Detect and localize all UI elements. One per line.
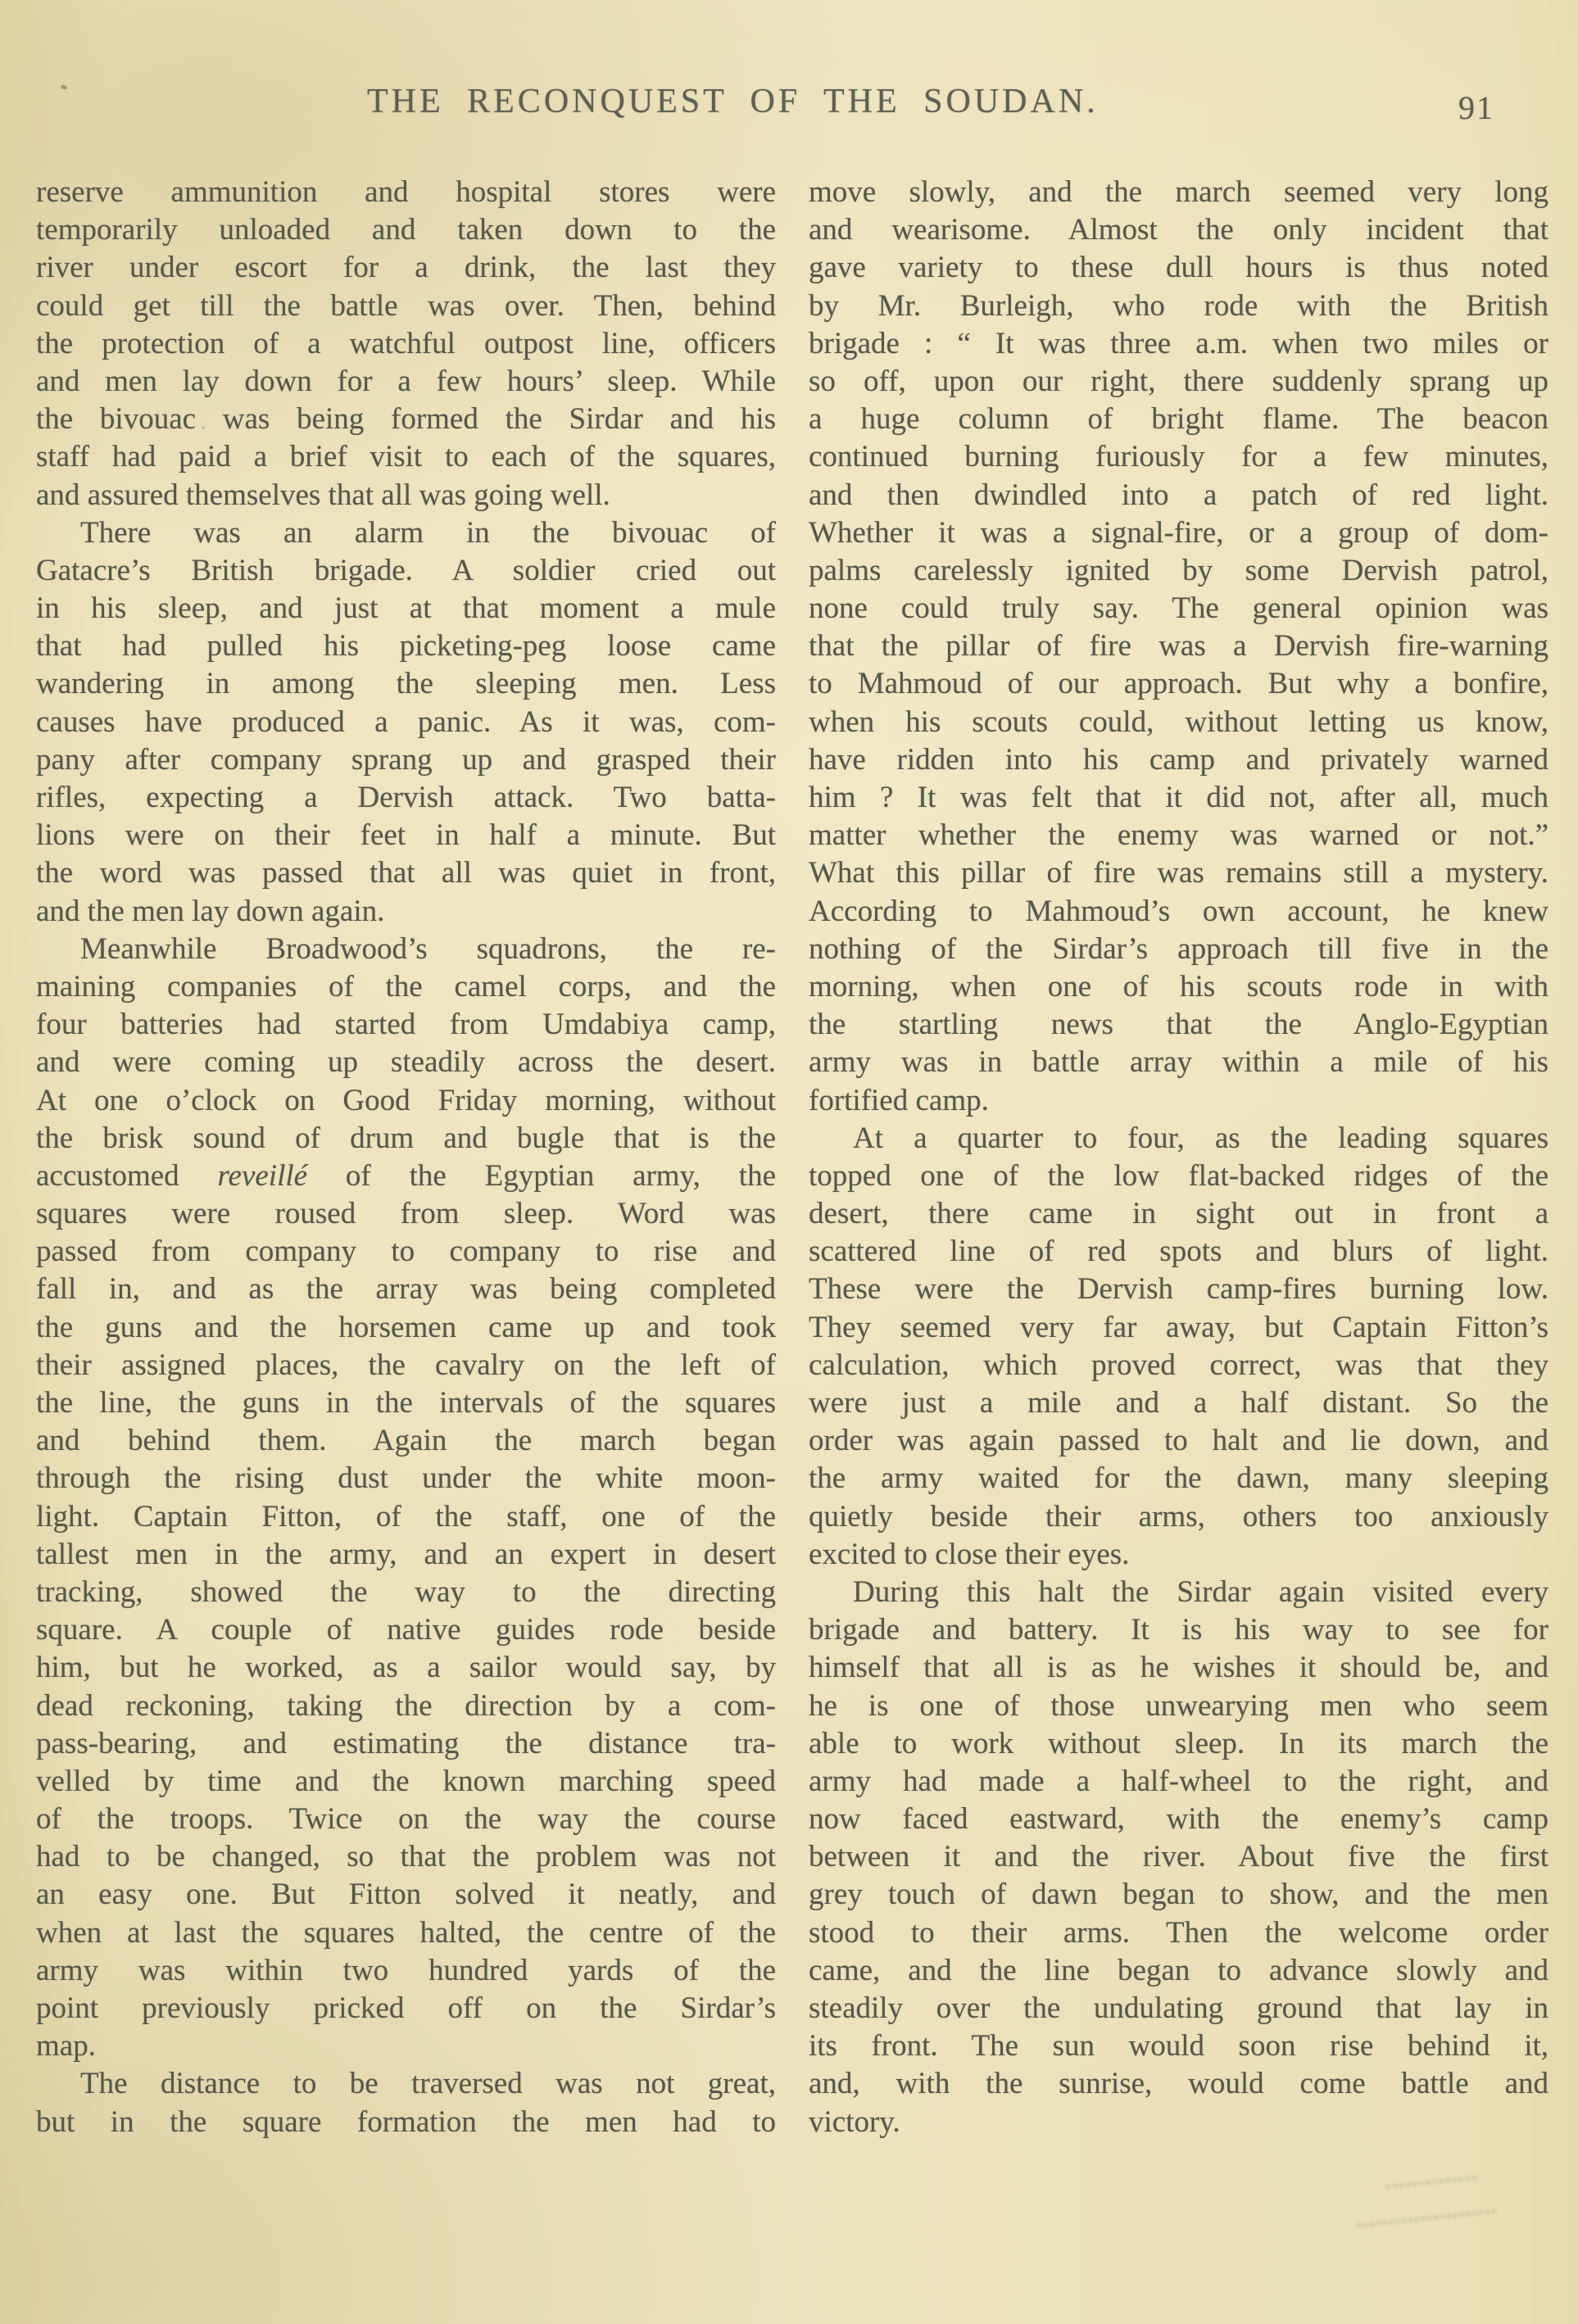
text-columns: [36, 174, 1549, 2141]
text-run: army was within two hundred yards of the: [36, 1953, 776, 1987]
text-run: army had made a half-wheel to the right, and: [809, 1764, 1549, 1798]
text-run: and, with the sunrise, would come battle and: [809, 2067, 1549, 2101]
text-run: brigade and battery. It is his way to see for: [809, 1613, 1549, 1647]
text-run: of the Egyptian army, the: [307, 1158, 776, 1193]
text-line: [36, 665, 776, 703]
text-line: [36, 931, 776, 968]
text-line: [36, 1914, 776, 1952]
text-line: [36, 854, 776, 892]
text-line: [36, 552, 776, 590]
paper-speck: [60, 84, 67, 90]
text-line: [809, 1498, 1549, 1536]
text-line: [36, 477, 776, 514]
text-run: Meanwhile Broadwood’s squadrons, the re-: [80, 931, 776, 966]
text-run: continued burning furiously for a few minutes,: [809, 440, 1549, 474]
text-run: causes have produced a panic. As it was, com-: [36, 704, 776, 739]
text-line: [36, 325, 776, 363]
text-run: gave variety to these dull hours is thus noted: [809, 251, 1549, 285]
text-line: [36, 1498, 776, 1536]
text-line: [809, 968, 1549, 1006]
text-line: [36, 1120, 776, 1157]
text-line: [36, 1347, 776, 1384]
text-run: The distance to be traversed was not great,: [80, 2067, 776, 2101]
text-run: rifles, expecting a Dervish attack. Two batta-: [36, 781, 776, 814]
text-run: and were coming up steadily across the desert.: [36, 1045, 776, 1080]
text-run: him ? It was felt that it did not, after all, much: [809, 781, 1549, 814]
text-line: [809, 1384, 1549, 1422]
text-run: a huge column of bright flame. The beacon: [809, 402, 1549, 437]
print-smudge: [1357, 2209, 1495, 2227]
text-line: [36, 590, 776, 627]
text-run: accustomed: [36, 1158, 218, 1193]
text-line: [809, 1120, 1549, 1157]
text-run: tallest men in the army, and an expert in desert: [36, 1537, 776, 1571]
text-line: [36, 1006, 776, 1044]
text-line: [809, 288, 1549, 325]
text-line: [809, 1649, 1549, 1687]
text-run: by Mr. Burleigh, who rode with the British: [809, 288, 1549, 323]
text-line: [36, 1990, 776, 2027]
text-line: [36, 704, 776, 741]
text-line: [36, 893, 776, 931]
text-line: [36, 363, 776, 401]
text-line: [36, 1384, 776, 1422]
paper-speck: [416, 1856, 420, 1860]
text-line: [36, 1233, 776, 1271]
text-line: [809, 1082, 1549, 1120]
text-run: They seemed very far away, but Captain Fitton’s: [809, 1310, 1549, 1344]
text-run: of the troops. Twice on the way the course: [36, 1802, 776, 1837]
text-line: [36, 1688, 776, 1725]
text-run: an easy one. But Fitton solved it neatly, and: [36, 1878, 776, 1912]
text-run: the bivouac was being formed the Sirdar and his: [36, 402, 776, 437]
text-run: none could truly say. The general opinion was: [809, 591, 1549, 626]
text-line: [36, 1952, 776, 1990]
text-run: These were the Dervish camp-fires burning low.: [809, 1272, 1549, 1307]
text-run: passed from company to company to rise and: [36, 1234, 776, 1269]
text-line: [809, 1574, 1549, 1611]
text-line: [809, 1347, 1549, 1384]
text-line: [36, 1044, 776, 1081]
text-line: [36, 1195, 776, 1233]
text-run: brigade : “ It was three a.m. when two miles or: [809, 326, 1549, 360]
text-run: and men lay down for a few hours’ sleep. While: [36, 364, 776, 398]
text-run: the protection of a watchful outpost line, officers: [36, 326, 776, 360]
text-line: [809, 2065, 1549, 2103]
text-line: [809, 174, 1549, 211]
text-line: [809, 514, 1549, 552]
text-line: [36, 438, 776, 476]
text-line: [809, 1990, 1549, 2027]
text-line: [36, 401, 776, 438]
text-run: that had pulled his picketing-peg loose came: [36, 629, 776, 664]
text-run: the guns and the horsemen came up and took: [36, 1310, 776, 1344]
text-run: river under escort for a drink, the last they: [36, 251, 776, 285]
text-line: [36, 1271, 776, 1308]
text-run: According to Mahmoud’s own account, he knew: [809, 894, 1549, 928]
text-run: the word was passed that all was quiet in front,: [36, 856, 776, 890]
text-run: order was again passed to halt and lie down, and: [809, 1424, 1549, 1458]
text-line: [809, 893, 1549, 931]
text-line: [809, 1725, 1549, 1763]
text-line: [36, 817, 776, 854]
text-run: nothing of the Sirdar’s approach till five in the: [809, 931, 1549, 966]
text-run: himself that all is as he wishes it should be, and: [809, 1651, 1549, 1685]
text-line: [809, 2027, 1549, 2065]
text-line: [809, 249, 1549, 287]
text-run: were just a mile and a half distant. So the: [809, 1386, 1549, 1420]
text-run: calculation, which proved correct, was that they: [809, 1348, 1549, 1382]
text-line: [36, 968, 776, 1006]
text-run: and assured themselves that all was going well.: [36, 478, 610, 512]
text-run: victory.: [809, 2104, 900, 2139]
text-line: [809, 1763, 1549, 1801]
text-run: through the rising dust under the white moon-: [36, 1461, 776, 1496]
text-line: [809, 1952, 1549, 1990]
text-run: reserve ammunition and hospital stores were: [36, 175, 776, 209]
text-run: dead reckoning, taking the direction by a com-: [36, 1688, 776, 1723]
text-run: point previously pricked off on the Sirdar’s: [36, 1991, 776, 2025]
text-line: [809, 1157, 1549, 1195]
text-run: army was in battle array within a mile of his: [809, 1045, 1549, 1080]
text-line: [809, 477, 1549, 514]
text-run: During this halt the Sirdar again visited every: [853, 1574, 1549, 1609]
column-right: [809, 174, 1549, 2141]
page-title: THE RECONQUEST OF THE SOUDAN.: [367, 83, 1099, 120]
text-line: [809, 552, 1549, 590]
text-run: came, and the line began to advance slowly and: [809, 1953, 1549, 1987]
text-run: in his sleep, and just at that moment a mule: [36, 591, 776, 626]
text-run: him, but he worked, as a sailor would say, by: [36, 1651, 776, 1685]
text-run: steadily over the undulating ground that lay in: [809, 1991, 1549, 2025]
text-line: [36, 174, 776, 211]
text-line: [809, 854, 1549, 892]
text-run: able to work without sleep. In its march the: [809, 1726, 1549, 1760]
text-line: [809, 363, 1549, 401]
text-line: [36, 1801, 776, 1838]
text-line: [809, 1233, 1549, 1271]
text-line: [36, 1611, 776, 1649]
text-line: [809, 779, 1549, 817]
text-line: [809, 1422, 1549, 1460]
text-line: [809, 1271, 1549, 1308]
text-line: [809, 401, 1549, 438]
text-run: Whether it was a signal-fire, or a group of dom-: [809, 515, 1549, 550]
text-run: palms carelessly ignited by some Dervish patrol,: [809, 553, 1549, 587]
text-run: light. Captain Fitton, of the staff, one of the: [36, 1499, 776, 1533]
text-line: [809, 1688, 1549, 1725]
text-run: reveillé: [217, 1158, 308, 1193]
text-run: squares were roused from sleep. Word was: [36, 1197, 776, 1231]
text-run: the army waited for the dawn, many sleeping: [809, 1461, 1549, 1496]
text-line: [809, 665, 1549, 703]
text-run: At a quarter to four, as the leading squares: [853, 1121, 1549, 1155]
text-line: [36, 741, 776, 779]
text-run: Gatacre’s British brigade. A soldier cried out: [36, 553, 776, 587]
text-line: [809, 1838, 1549, 1876]
text-run: scattered line of red spots and blurs of light.: [809, 1234, 1549, 1269]
text-line: [809, 1801, 1549, 1838]
text-run: fall in, and as the array was being completed: [36, 1272, 776, 1307]
text-run: tracking, showed the way to the directing: [36, 1574, 776, 1609]
text-run: velled by time and the known marching speed: [36, 1764, 776, 1798]
text-run: pany after company sprang up and grasped their: [36, 742, 776, 777]
text-run: stood to their arms. Then the welcome order: [809, 1915, 1549, 1950]
text-run: the startling news that the Anglo-Egyptian: [809, 1008, 1549, 1042]
text-run: fortified camp.: [809, 1083, 989, 1117]
text-run: pass-bearing, and estimating the distance tra-: [36, 1726, 776, 1760]
text-run: its front. The sun would soon rise behind it,: [809, 2029, 1549, 2064]
text-run: There was an alarm in the bivouac of: [80, 515, 776, 550]
text-run: so off, upon our right, there suddenly sprang up: [809, 364, 1549, 398]
text-line: [36, 514, 776, 552]
text-line: [809, 1195, 1549, 1233]
text-run: when at last the squares halted, the centre of the: [36, 1915, 776, 1950]
text-run: that the pillar of fire was a Dervish fire-warning: [809, 629, 1549, 664]
text-line: [809, 1611, 1549, 1649]
text-run: staff had paid a brief visit to each of the squares,: [36, 440, 776, 474]
text-line: [36, 1876, 776, 1914]
text-line: [809, 627, 1549, 665]
text-line: [809, 2104, 1549, 2141]
text-run: desert, there came in sight out in front a: [809, 1197, 1549, 1231]
text-run: their assigned places, the cavalry on the left of: [36, 1348, 776, 1382]
text-run: and the men lay down again.: [36, 894, 385, 928]
text-run: when his scouts could, without letting us know,: [809, 704, 1549, 739]
text-line: [36, 2065, 776, 2103]
text-line: [809, 1536, 1549, 1574]
text-run: could get till the battle was over. Then, behind: [36, 288, 776, 323]
text-run: excited to close their eyes.: [809, 1537, 1130, 1571]
text-run: he is one of those unwearying men who seem: [809, 1688, 1549, 1723]
text-run: four batteries had started from Umdabiya camp,: [36, 1008, 776, 1042]
text-line: [809, 931, 1549, 968]
text-run: have ridden into his camp and privately warned: [809, 742, 1549, 777]
text-run: the brisk sound of drum and bugle that is the: [36, 1121, 776, 1155]
text-run: and wearisome. Almost the only incident that: [809, 213, 1549, 247]
text-line: [809, 438, 1549, 476]
text-run: square. A couple of native guides rode beside: [36, 1613, 776, 1647]
paper-speck: [202, 426, 205, 429]
text-run: now faced eastward, with the enemy’s camp: [809, 1802, 1549, 1837]
text-run: temporarily unloaded and taken down to the: [36, 213, 776, 247]
text-line: [809, 1006, 1549, 1044]
text-line: [809, 1914, 1549, 1952]
text-line: [809, 1044, 1549, 1081]
text-line: [36, 1460, 776, 1497]
text-run: between it and the river. About five the first: [809, 1840, 1549, 1874]
column-left: [36, 174, 776, 2141]
text-line: [36, 1309, 776, 1347]
text-line: [36, 211, 776, 249]
text-run: but in the square formation the men had to: [36, 2104, 776, 2139]
text-line: [809, 704, 1549, 741]
text-run: At one o’clock on Good Friday morning, without: [36, 1083, 776, 1117]
text-line: [36, 249, 776, 287]
text-run: morning, when one of his scouts rode in with: [809, 969, 1549, 1003]
text-run: map.: [36, 2029, 96, 2064]
text-line: [809, 325, 1549, 363]
text-line: [36, 1725, 776, 1763]
page-number: 91: [1458, 89, 1494, 126]
text-run: quietly beside their arms, others too anxiously: [809, 1499, 1549, 1533]
text-line: [36, 627, 776, 665]
text-run: matter whether the enemy was warned or not.”: [809, 818, 1549, 853]
text-run: to Mahmoud of our approach. But why a bonfire,: [809, 667, 1549, 701]
text-line: [809, 741, 1549, 779]
text-line: [36, 1574, 776, 1611]
text-run: maining companies of the camel corps, and the: [36, 969, 776, 1003]
text-line: [809, 817, 1549, 854]
text-line: [36, 2027, 776, 2065]
text-run: move slowly, and the march seemed very long: [809, 175, 1549, 209]
text-line: [36, 1838, 776, 1876]
text-run: topped one of the low flat-backed ridges of the: [809, 1158, 1549, 1193]
text-line: [36, 1082, 776, 1120]
text-run: What this pillar of fire was remains still a mystery.: [809, 856, 1549, 890]
text-line: [809, 590, 1549, 627]
text-run: and then dwindled into a patch of red light.: [809, 478, 1549, 512]
text-line: [809, 1876, 1549, 1914]
text-line: [36, 288, 776, 325]
text-line: [36, 2104, 776, 2141]
text-line: [36, 1763, 776, 1801]
text-run: had to be changed, so that the problem was not: [36, 1840, 776, 1874]
text-line: [809, 211, 1549, 249]
text-line: [809, 1460, 1549, 1497]
text-line: [36, 779, 776, 817]
text-line: [809, 1309, 1549, 1347]
text-line: [36, 1422, 776, 1460]
text-run: grey touch of dawn began to show, and the men: [809, 1878, 1549, 1912]
print-smudge: [1386, 2176, 1476, 2188]
text-run: lions were on their feet in half a minute. But: [36, 818, 776, 853]
text-line: [36, 1649, 776, 1687]
text-run: the line, the guns in the intervals of the squares: [36, 1386, 776, 1420]
text-line: [36, 1536, 776, 1574]
text-run: and behind them. Again the march began: [36, 1424, 776, 1458]
text-line: [36, 1157, 776, 1195]
text-run: wandering in among the sleeping men. Less: [36, 667, 776, 701]
